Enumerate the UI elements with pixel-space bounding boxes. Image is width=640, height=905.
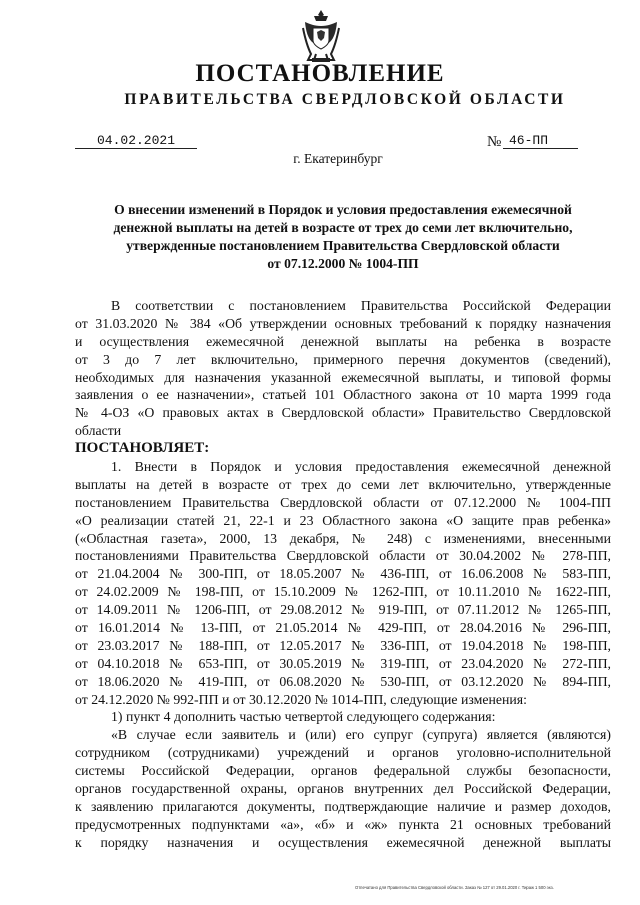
coat-of-arms-icon: [300, 8, 342, 66]
document-date: 04.02.2021: [75, 133, 197, 149]
body-line: системы Российской Федерации, органов федеральной службы безопасности,: [75, 763, 611, 779]
number-label: №: [487, 134, 502, 150]
body-line: сотрудником (сотрудниками) учреждений и органов уголовно-исполнительной: [75, 745, 611, 761]
city-line: г. Екатеринбург: [293, 151, 383, 166]
document-number: 46-ПП: [503, 133, 578, 149]
resolution-keyword: ПОСТАНОВЛЯЕТ:: [75, 440, 210, 457]
body-line: 1. Внести в Порядок и условия предоставления ежемесячной денежной: [111, 459, 611, 475]
issuer-subtitle: ПРАВИТЕЛЬСТВА СВЕРДЛОВСКОЙ ОБЛАСТИ: [124, 91, 566, 108]
body-line: № 4-ОЗ «О правовых актах в Свердловской области» Правительство Свердловской: [75, 405, 611, 421]
print-footer: Отпечатано для Правительства Свердловской области. Заказ № 127 от 29.01.2020 г. Тираж 1 500 экз.: [355, 885, 554, 890]
body-line: от 21.04.2004 № 300-ПП, от 18.05.2007 № 436-ПП, от 16.06.2008 № 583-ПП,: [75, 566, 611, 582]
body-line: постановлением Правительства Свердловской области от 07.12.2000 № 1004-ПП: [75, 494, 611, 510]
body-line: области: [75, 423, 122, 439]
body-line: органов государственной охраны, органов внутренних дел Российской Федерации,: [75, 781, 611, 797]
heading-line: О внесении изменений в Порядок и условия предоставления ежемесячной: [114, 202, 572, 217]
document-heading: [75, 201, 611, 273]
body-line: необходимых для назначения указанной ежемесячной выплаты, и типовой формы: [75, 369, 611, 385]
body-line: «В случае если заявитель и (или) его супруг (супруга) является (являются): [111, 727, 611, 743]
body-line: от 24.12.2020 № 992-ПП и от 30.12.2020 № 1014-ПП, следующие изменения:: [75, 691, 527, 707]
body-line: В соответствии с постановлением Правительства Российской Федерации: [111, 298, 611, 313]
body-line: к порядку назначения и осуществления ежемесячной денежной выплаты: [75, 834, 611, 850]
body-line: от 24.02.2009 № 198-ПП, от 15.10.2009 № 1262-ПП, от 10.11.2010 № 1622-ПП,: [75, 584, 611, 600]
body-line: заявления о ее назначении», статьей 101 Областного закона от 10 марта 1999 года: [75, 387, 611, 403]
body-line: от 18.06.2020 № 419-ПП, от 06.08.2020 № 530-ПП, от 03.12.2020 № 894-ПП,: [75, 673, 611, 689]
heading-line: от 07.12.2000 № 1004-ПП: [267, 256, 419, 271]
heading-line: утвержденные постановлением Правительства Свердловской области: [126, 238, 560, 253]
body-line: («Областная газета», 2000, 13 декабря, № 248) с изменениями, внесенными: [75, 530, 611, 546]
body-line: от 14.09.2011 № 1206-ПП, от 29.08.2012 № 919-ПП, от 07.11.2012 № 1265-ПП,: [75, 602, 611, 618]
body-line: от 04.10.2018 № 653-ПП, от 30.05.2019 № 319-ПП, от 23.04.2020 № 272-ПП,: [75, 655, 611, 671]
body-line: и осуществления ежемесячной денежной выплаты на ребенка в возрасте: [75, 333, 611, 349]
document-body: [75, 297, 611, 852]
document-title: ПОСТАНОВЛЕНИЕ: [195, 60, 445, 87]
body-line: «О реализации статей 21, 22-1 и 23 Областного закона «О защите прав ребенка»: [75, 512, 611, 528]
body-line: постановлениями Правительства Свердловской области от 30.04.2002 № 278-ПП,: [75, 548, 611, 564]
body-line: предусмотренных подпунктами «а», «б» и «ж» пункта 21 основных требований: [75, 816, 611, 832]
body-line: выплаты на детей в возрасте от трех до семи лет включительно, утвержденные: [75, 476, 611, 492]
body-line: от 16.01.2014 № 13-ПП, от 21.05.2014 № 429-ПП, от 28.04.2016 № 296-ПП,: [75, 620, 611, 636]
body-line: 1) пункт 4 дополнить частью четвертой следующего содержания:: [111, 709, 496, 725]
body-line: от 3 до 7 лет включительно, примерного перечня документов (сведений),: [75, 351, 611, 367]
heading-line: денежной выплаты на детей в возрасте от трех до семи лет включительно,: [113, 220, 573, 235]
body-line: к заявлению прилагаются документы, подтверждающие наличие и размер доходов,: [75, 798, 611, 814]
body-line: от 23.03.2017 № 188-ПП, от 12.05.2017 № 336-ПП, от 19.04.2018 № 198-ПП,: [75, 637, 611, 653]
body-line: от 31.03.2020 № 384 «Об утверждении основных требований к порядку назначения: [75, 315, 611, 331]
